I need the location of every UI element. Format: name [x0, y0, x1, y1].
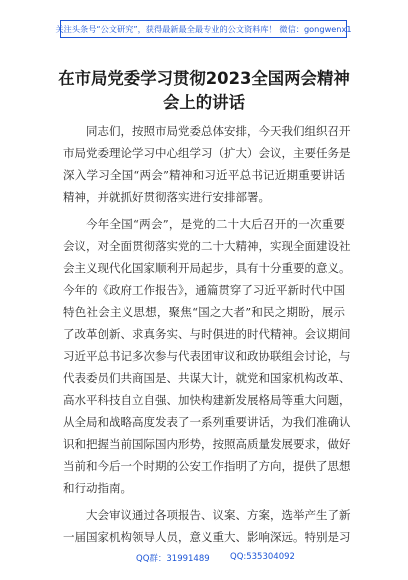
body-line: 大会审议通过各项报告、议案、方案，选举产生了新: [86, 508, 351, 522]
body-line: 高水平科技自立自强、加快构建新发展格局等重大问题，: [63, 393, 351, 407]
body-line: 市局党委理论学习中心组学习（扩大）会议，主要任务是: [63, 146, 351, 160]
body-line: 今年的《政府工作报告》，通篇贯穿了习近平新时代中国: [63, 283, 345, 297]
body-line: 当前和今后一个时期的公安工作指明了方向，提供了思想: [63, 459, 351, 473]
body-line: 精神，并就抓好贯彻落实进行安排部署。: [63, 190, 270, 204]
body-line: 特色社会主义思想，聚焦“国之大者”和民之期盼，展示: [63, 305, 345, 319]
body-line: 从全局和战略高度发表了一系列重要讲话，为我们准确认: [63, 415, 351, 429]
body-line: 代表委员们共商国是、共谋大计，就党和国家机构改革、: [63, 371, 351, 385]
footer-qq-group: QQ群：31991489: [136, 554, 210, 564]
footer-qq: QQ:535304092: [230, 552, 295, 562]
body-line: 深入学习全国“两会”精神和习近平总书记近期重要讲话: [63, 168, 345, 182]
body-line: 一届国家机构领导人员，意义重大、影响深远。特别是习: [63, 530, 351, 544]
promo-banner: [55, 20, 352, 38]
body-line: 会主义现代化国家顺利开局起步，具有十分重要的意义。: [63, 261, 351, 275]
document-title-line-1: 在市局党委学习贯彻2023全国两会精神: [58, 69, 350, 88]
body-line: 识和把握当前国际国内形势，按照高质量发展要求，做好: [63, 437, 351, 451]
body-line: 了改革创新、求真务实、与时俱进的时代精神。会议期间: [63, 327, 351, 341]
promo-banner-text: 关注头条号“公文研究”，获得最新最全最专业的公文资料库！ 微信：gongwenx1: [55, 23, 352, 34]
body-line: 和行动指南。: [63, 481, 132, 495]
body-line: 习近平总书记多次参与代表团审议和政协联组会讨论，与: [63, 349, 351, 363]
body-line: 同志们，按照市局党委总体安排，今天我们组织召开: [86, 124, 351, 138]
document-title-line-2: 会上的讲话: [163, 93, 245, 112]
body-line: 会议，对全面贯彻落实党的二十大精神，实现全面建设社: [63, 239, 351, 253]
body-line: 今年全国“两会”，是党的二十大后召开的一次重要: [86, 217, 345, 231]
